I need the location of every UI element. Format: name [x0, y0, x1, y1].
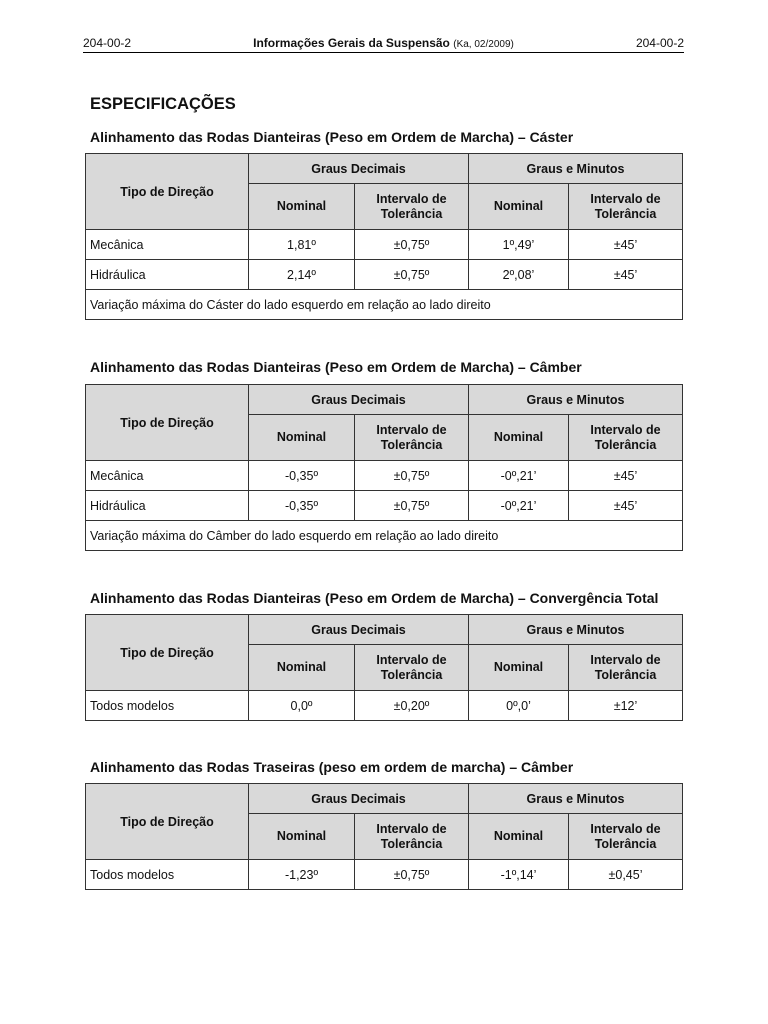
section-title: Alinhamento das Rodas Traseiras (peso em ordem de marcha) – Câmber — [90, 759, 574, 775]
table-row — [86, 260, 683, 290]
cell-tipo: Todos modelos — [86, 691, 249, 721]
cell-min-intervalo: ±45’ — [569, 230, 683, 260]
cell-dec-nominal: -0,35º — [249, 461, 355, 491]
col-header-graus-minutos: Graus e Minutos — [469, 615, 683, 645]
col-header-intervalo: Intervalo de Tolerância — [355, 415, 469, 461]
cell-dec-intervalo: ±0,75º — [355, 491, 469, 521]
table-row — [86, 691, 683, 721]
col-header-intervalo: Intervalo de Tolerância — [569, 415, 683, 461]
cell-dec-intervalo: ±0,75º — [355, 230, 469, 260]
header-divider — [83, 52, 684, 53]
header-title-wrap — [83, 36, 684, 50]
cell-min-intervalo: ±45’ — [569, 491, 683, 521]
cell-min-intervalo: ±12’ — [569, 691, 683, 721]
section-title: Alinhamento das Rodas Dianteiras (Peso em Ordem de Marcha) – Convergência Total — [90, 590, 659, 606]
table-note: Variação máxima do Cáster do lado esquerdo em relação ao lado direito — [86, 290, 683, 320]
col-header-intervalo: Intervalo de Tolerância — [355, 814, 469, 860]
col-header-nominal: Nominal — [249, 415, 355, 461]
cell-dec-nominal: -0,35º — [249, 491, 355, 521]
header-title: Informações Gerais da Suspensão — [253, 36, 450, 50]
col-header-graus-minutos: Graus e Minutos — [469, 154, 683, 184]
cell-tipo: Mecânica — [86, 461, 249, 491]
page-number-left: 204-00-2 — [83, 36, 132, 50]
col-header-intervalo: Intervalo de Tolerância — [569, 184, 683, 230]
cell-tipo: Hidráulica — [86, 491, 249, 521]
cell-tipo: Hidráulica — [86, 260, 249, 290]
section-title: Alinhamento das Rodas Dianteiras (Peso em Ordem de Marcha) – Câmber — [90, 359, 582, 375]
cell-min-intervalo: ±0,45’ — [569, 860, 683, 890]
col-header-intervalo: Intervalo de Tolerância — [355, 645, 469, 691]
col-header-nominal: Nominal — [469, 814, 569, 860]
col-header-graus-minutos: Graus e Minutos — [469, 385, 683, 415]
table-row — [86, 860, 683, 890]
col-header-graus-decimais: Graus Decimais — [249, 784, 469, 814]
cell-min-intervalo: ±45’ — [569, 260, 683, 290]
col-header-tipo: Tipo de Direção — [86, 784, 249, 860]
header-subtitle: (Ka, 02/2009) — [453, 39, 514, 50]
col-header-tipo: Tipo de Direção — [86, 154, 249, 230]
cell-dec-nominal: 1,81º — [249, 230, 355, 260]
cell-min-nominal: 2º,08’ — [469, 260, 569, 290]
col-header-graus-decimais: Graus Decimais — [249, 385, 469, 415]
cell-min-intervalo: ±45’ — [569, 461, 683, 491]
cell-min-nominal: 1º,49’ — [469, 230, 569, 260]
col-header-tipo: Tipo de Direção — [86, 615, 249, 691]
col-header-nominal: Nominal — [469, 415, 569, 461]
table-row — [86, 491, 683, 521]
cell-dec-intervalo: ±0,20º — [355, 691, 469, 721]
section-title: Alinhamento das Rodas Dianteiras (Peso em Ordem de Marcha) – Cáster — [90, 129, 574, 145]
cell-min-nominal: -0º,21’ — [469, 461, 569, 491]
col-header-nominal: Nominal — [249, 814, 355, 860]
spec-table-convergencia — [85, 614, 683, 721]
col-header-nominal: Nominal — [469, 184, 569, 230]
col-header-graus-decimais: Graus Decimais — [249, 154, 469, 184]
col-header-intervalo: Intervalo de Tolerância — [569, 645, 683, 691]
col-header-nominal: Nominal — [469, 645, 569, 691]
cell-tipo: Todos modelos — [86, 860, 249, 890]
spec-table-caster — [85, 153, 683, 320]
table-note: Variação máxima do Câmber do lado esquerdo em relação ao lado direito — [86, 521, 683, 551]
spec-table-traseiras — [85, 783, 683, 890]
page-header — [83, 36, 684, 52]
cell-dec-intervalo: ±0,75º — [355, 260, 469, 290]
cell-dec-nominal: 0,0º — [249, 691, 355, 721]
cell-dec-intervalo: ±0,75º — [355, 860, 469, 890]
table-row — [86, 461, 683, 491]
col-header-intervalo: Intervalo de Tolerância — [355, 184, 469, 230]
cell-dec-intervalo: ±0,75º — [355, 461, 469, 491]
col-header-graus-minutos: Graus e Minutos — [469, 784, 683, 814]
page-number-right: 204-00-2 — [635, 36, 684, 50]
cell-min-nominal: -1º,14’ — [469, 860, 569, 890]
col-header-nominal: Nominal — [249, 184, 355, 230]
col-header-graus-decimais: Graus Decimais — [249, 615, 469, 645]
cell-tipo: Mecânica — [86, 230, 249, 260]
col-header-nominal: Nominal — [249, 645, 355, 691]
cell-dec-nominal: 2,14º — [249, 260, 355, 290]
cell-min-nominal: -0º,21’ — [469, 491, 569, 521]
table-row — [86, 230, 683, 260]
spec-table-camber — [85, 384, 683, 551]
cell-dec-nominal: -1,23º — [249, 860, 355, 890]
cell-min-nominal: 0º,0’ — [469, 691, 569, 721]
col-header-tipo: Tipo de Direção — [86, 385, 249, 461]
main-title: ESPECIFICAÇÕES — [90, 95, 236, 113]
col-header-intervalo: Intervalo de Tolerância — [569, 814, 683, 860]
